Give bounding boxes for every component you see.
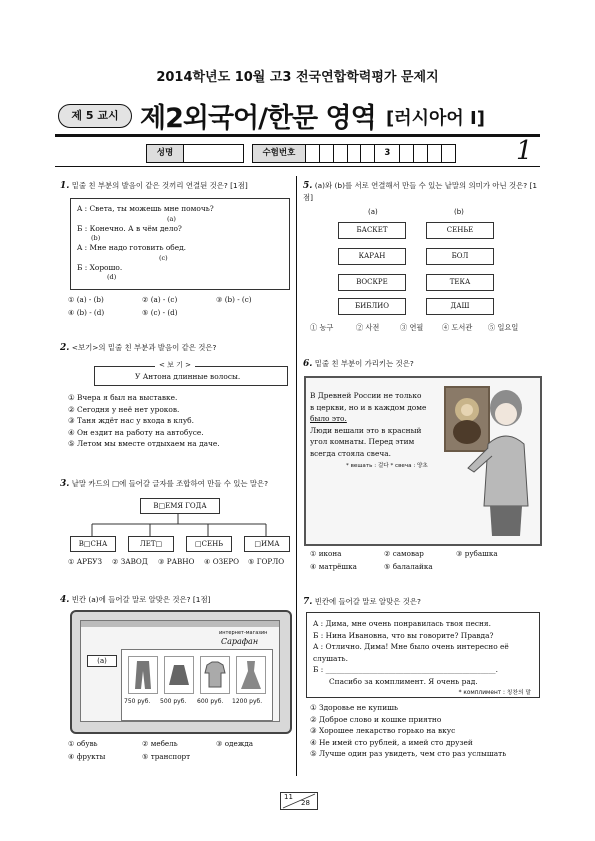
q4-option-5[interactable]: ⑤ транспорт [142, 752, 191, 761]
q7-blank-line: Б : ______________________________________________. [313, 665, 498, 674]
q7-options [310, 702, 506, 760]
q1-option-4[interactable]: ④ (b) - (d) [68, 308, 105, 317]
q2-option-2[interactable]: ② Сегодня у неё нет уроков. [68, 404, 180, 414]
q4-prompt: 4. 빈칸 (a)에 들어갈 말로 알맞은 것은? [1점] [60, 595, 211, 605]
name-label: 성명 [147, 145, 184, 162]
q7-option-1[interactable]: ① Здоровье не купишь [310, 703, 399, 712]
subject-subtitle: [러시아어 Ⅰ] [386, 108, 485, 129]
q5-option-5[interactable]: ⑤ 일요일 [488, 323, 519, 332]
exam-number-field[interactable] [252, 144, 456, 163]
q4-option-3[interactable]: ③ одежда [216, 739, 254, 748]
q4-price-1: 750 руб. [124, 698, 151, 705]
q1-prompt: 1. 밑줄 친 부분의 발음이 같은 것끼리 연결된 것은? [1점] [60, 181, 248, 191]
q6-prompt: 6. 밑줄 친 부분이 가리키는 것은? [303, 359, 414, 369]
q2-example-label: < 보 기 > [155, 360, 195, 370]
exam-title: 2014학년도 10월 고3 전국연합학력평가 문제지 [156, 70, 439, 85]
q7-dialog-box: A : Дима, мне очень понравилась твоя песня. Б : Нина Ивановна, что вы говорите? Правда? A : Отлично. Дима! Мне было очень интересно её слушать. Б : ______________________________________________. Спасибо за комплимент. Я очень рад. * комплимент : 칭찬의 말 [306, 612, 540, 698]
q6-option-5[interactable]: ⑤ балалайка [384, 562, 433, 571]
period-badge: 제 5 교시 [58, 104, 132, 128]
q1-option-1[interactable]: ① (a) - (b) [68, 295, 104, 304]
q6-option-3[interactable]: ③ рубашка [456, 549, 498, 558]
page-counter-current: 11 [284, 793, 293, 801]
q1-option-5[interactable]: ⑤ (c) - (d) [142, 308, 178, 317]
q4-option-2[interactable]: ② мебель [142, 739, 178, 748]
q4-product-blouse[interactable] [200, 656, 230, 694]
q5-left-4: БИБЛИО [338, 298, 406, 315]
q7-gloss: * комплимент : 칭찬의 말 [458, 690, 531, 696]
q5-right-1: СЕНЬЕ [426, 222, 494, 239]
q3-top-card: В□ЕМЯ ГОДА [140, 498, 220, 514]
q6-option-1[interactable]: ① икона [310, 549, 342, 558]
q6-option-2[interactable]: ② самовар [384, 549, 424, 558]
header-rule [55, 134, 540, 137]
q7-option-3[interactable]: ③ Хорошее лекарство горько на вкус [310, 726, 456, 735]
q5-left-3: ВОСКРЕ [338, 274, 406, 291]
q3-option-1[interactable]: ① АРБУЗ [68, 557, 102, 566]
q5-left-2: КАРАН [338, 248, 406, 265]
header-rule-thin [55, 166, 540, 167]
q4-product-pants[interactable] [128, 656, 158, 694]
dress-icon [237, 657, 265, 693]
q7-option-4[interactable]: ④ Не имей сто рублей, а имей сто друзей [310, 737, 473, 747]
name-field[interactable] [146, 144, 244, 163]
q5-option-4[interactable]: ④ 도서관 [442, 323, 473, 332]
q5-prompt: 5. (a)와 (b)를 서로 연결해서 만들 수 있는 낱말의 의미가 아닌 것은? [1점] [303, 181, 538, 202]
q2-option-5[interactable]: ⑤ Летом мы вместе отдыхаем на даче. [68, 439, 220, 448]
page-counter-total: 28 [301, 799, 310, 807]
q6-option-4[interactable]: ④ матрёшка [310, 562, 357, 571]
q4-shop-name: интернет-магазин [219, 630, 268, 636]
q7-prompt: 7. 빈칸에 들어갈 말로 알맞은 것은? [303, 597, 421, 607]
q2-option-3[interactable]: ③ Таня ждёт нас у входа в клуб. [68, 416, 194, 425]
exam-number-digit: 3 [375, 145, 400, 162]
q3-option-5[interactable]: ⑤ ГОРЛО [248, 557, 285, 566]
q4-shop-sub: Сарафан [221, 637, 259, 646]
q5-option-1[interactable]: ① 농구 [310, 323, 334, 332]
q2-options [68, 392, 220, 450]
q3-option-2[interactable]: ② ЗАВОД [112, 557, 148, 566]
q5-left-1: БАСКЕТ [338, 222, 406, 239]
q7-option-5[interactable]: ⑤ Лучше один раз увидеть, чем сто раз услышать [310, 749, 507, 758]
q3-card-3: □СЕНЬ [186, 536, 232, 552]
q5-option-3[interactable]: ③ 연필 [400, 323, 424, 332]
page-counter [280, 792, 318, 810]
q1-option-2[interactable]: ② (a) - (c) [142, 295, 178, 304]
q4-screen [80, 620, 280, 722]
q1-dialog-box: A : Света, ты можешь мне помочь? (a) Б : Конечно. А в чём дело? (b) A : Мне надо готовить обед. (c) Б : Хорошо. (d) [70, 198, 290, 290]
q4-category-tab[interactable]: (a) [87, 655, 117, 667]
q3-card-1: В□СНА [70, 536, 116, 552]
q1-option-3[interactable]: ③ (b) - (c) [216, 295, 252, 304]
q4-option-1[interactable]: ① обувь [68, 739, 98, 748]
q4-monitor [70, 610, 292, 734]
q3-card-4: □ИМА [244, 536, 290, 552]
q4-price-2: 500 руб. [160, 698, 187, 705]
q7-option-2[interactable]: ② Доброе слово и кошке приятно [310, 714, 442, 724]
q6-gloss: * вешать : 걸다 * свеча : 양초 [346, 463, 428, 469]
page-number: 1 [516, 136, 533, 166]
q5-right-4: ДАШ [426, 298, 494, 315]
q5-col-b: (b) [454, 208, 464, 216]
q2-example-box: < 보 기 > У Антона длинные волосы. [94, 366, 288, 386]
teacher-illustration [462, 386, 540, 544]
q5-right-2: БОЛ [426, 248, 494, 265]
q3-card-2: ЛЕТ□ [128, 536, 174, 552]
q4-price-3: 600 руб. [197, 698, 224, 705]
pants-icon [129, 657, 157, 693]
subject-title: 제2외국어/한문 영역 [140, 103, 376, 134]
q3-option-3[interactable]: ③ РАВНО [158, 557, 195, 566]
q4-price-4: 1200 руб. [232, 698, 263, 705]
q3-option-4[interactable]: ④ ОЗЕРО [204, 557, 240, 566]
q4-product-skirt[interactable] [164, 656, 194, 694]
q3-prompt: 3. 낱말 카드의 □에 들어갈 글자를 조합하여 만들 수 있는 말은? [60, 479, 269, 489]
q4-product-dress[interactable] [236, 656, 266, 694]
q5-option-2[interactable]: ② 사전 [356, 323, 380, 332]
q5-col-a: (a) [368, 208, 378, 216]
q2-option-1[interactable]: ① Вчера я был на выставке. [68, 393, 178, 402]
q2-option-4[interactable]: ④ Он ездит на работу на автобусе. [68, 427, 204, 437]
blouse-icon [201, 657, 229, 693]
exam-number-label: 수험번호 [253, 145, 306, 162]
q6-board-text: В Древней России не только в церкви, но и в каждом доме было это. Люди вешали это в красный угол комнаты. Перед этим всегда стояла свеча. * вешать : 걸다 * свеча : 양초 [310, 390, 476, 469]
skirt-icon [165, 657, 193, 693]
q5-right-3: ТЕКА [426, 274, 494, 291]
q4-product-panel [121, 649, 273, 721]
column-divider [296, 176, 297, 776]
q4-option-4[interactable]: ④ фрукты [68, 752, 106, 761]
q2-prompt: 2. <보기>의 밑줄 친 부분과 발음이 같은 것은? [60, 343, 217, 353]
